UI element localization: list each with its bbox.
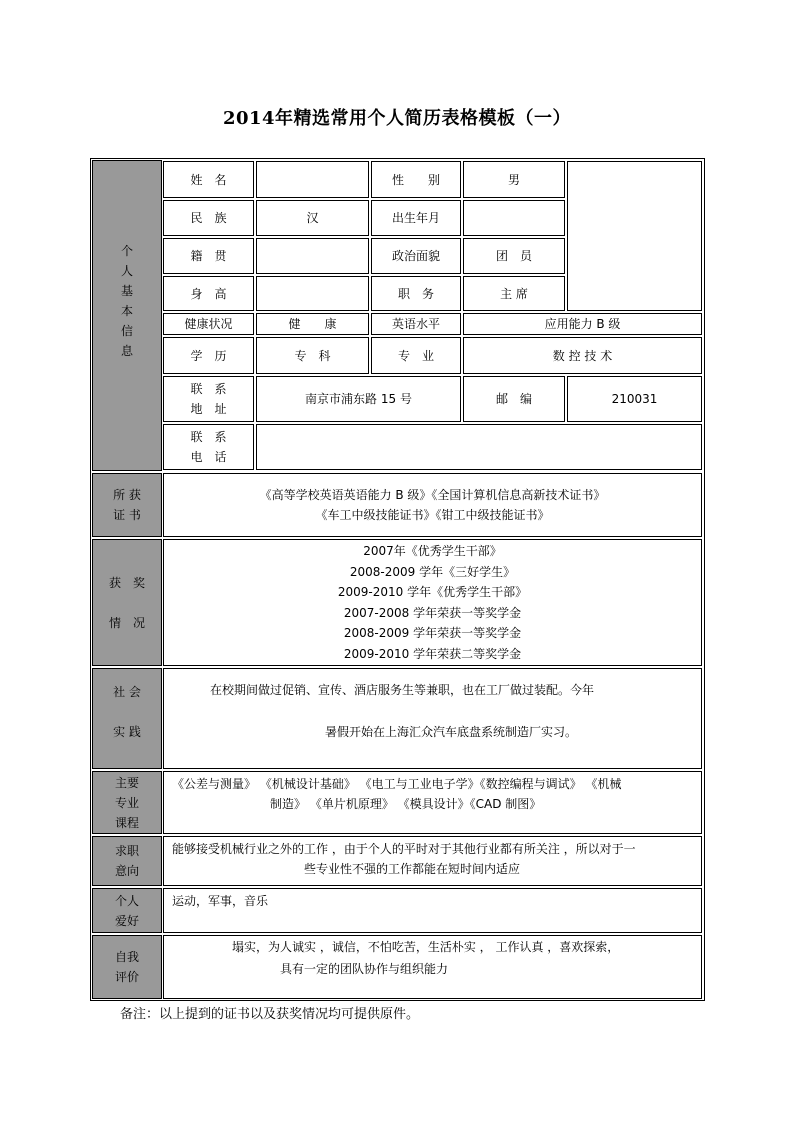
course-line: 制造》 《单片机原理》 《模具设计》《CAD 制图》: [270, 797, 542, 811]
courses-label-line: 专业: [114, 795, 139, 810]
major-value[interactable]: 数 控 技 术: [463, 337, 702, 374]
section-char: 基: [120, 283, 133, 298]
award-line: 2008-2009 学年荣获一等奖学金: [343, 626, 522, 640]
section-char: 息: [120, 343, 133, 358]
native-place-label: 籍 贯: [163, 238, 254, 274]
section-char: 信: [120, 323, 133, 338]
birth-value[interactable]: [463, 200, 565, 236]
intention-content: [163, 836, 702, 886]
awards-label: [92, 539, 162, 666]
awards-content: [163, 539, 702, 666]
ethnicity-label: 民 族: [163, 200, 254, 236]
award-line: 2009-2010 学年荣获二等奖学金: [343, 646, 522, 661]
award-line: 2007-2008 学年荣获一等奖学金: [343, 605, 522, 620]
courses-label-line: 课程: [114, 815, 139, 830]
award-line: 2007年《优秀学生干部》: [363, 544, 502, 558]
self-eval-label-line: 评价: [114, 970, 139, 984]
footnote: 备注：以上提到的证书以及获奖情况均可提供原件。: [120, 1007, 420, 1022]
courses-label-line: 主要: [114, 775, 139, 790]
courses-label: [92, 771, 162, 834]
section-char: 个: [120, 243, 133, 258]
ethnicity-value[interactable]: 汉: [256, 200, 369, 236]
education-value[interactable]: 专 科: [256, 337, 369, 374]
practice-label-line: 社 会: [113, 684, 141, 699]
intention-label-line: 求职: [114, 844, 139, 858]
award-line: 2008-2009 学年《三好学生》: [349, 564, 516, 579]
address-value[interactable]: 南京市浦东路 15 号: [256, 376, 461, 422]
name-label: 姓 名: [163, 161, 254, 198]
english-level-value[interactable]: 应用能力 B 级: [463, 313, 702, 335]
health-value[interactable]: 健 康: [256, 313, 369, 335]
self-eval-content: [163, 935, 702, 999]
address-label-line: 联 系: [190, 382, 227, 396]
english-level-label: 英语水平: [371, 313, 461, 335]
height-label: 身 高: [163, 276, 254, 311]
practice-label: [92, 668, 162, 769]
photo-box: [567, 161, 702, 311]
name-value[interactable]: [256, 161, 369, 198]
practice-line: 在校期间做过促销、宣传、酒店服务生等兼职，也在工厂做过装配。今年: [210, 683, 595, 697]
hobbies-content: 运动，军事，音乐: [163, 888, 702, 933]
hobbies-label-line: 个人: [114, 893, 139, 908]
certificates-label-line: 证 书: [113, 508, 141, 522]
political-status-value[interactable]: 团 员: [463, 238, 565, 274]
native-place-value[interactable]: [256, 238, 369, 274]
gender-label: 性 别: [371, 161, 461, 198]
postcode-value[interactable]: 210031: [567, 376, 702, 422]
phone-value[interactable]: [256, 424, 702, 470]
phone-label-line: 电 话: [190, 450, 227, 464]
intention-line: 些专业性不强的工作都能在短时间内适应: [304, 862, 521, 876]
self-eval-line: 塌实，为人诚实 ，诚信，不怕吃苦，生活朴实 ， 工作认真 ，喜欢探索，: [232, 940, 620, 954]
practice-line: 暑假开始在上海汇众汽车底盘系统制造厂实习。: [325, 725, 578, 739]
postcode-label: 邮 编: [463, 376, 565, 422]
basic-info-section-label: [92, 160, 162, 471]
certificate-line: 《高等学校英语英语能力 B 级》《全国计算机信息高新技术证书》: [259, 488, 606, 502]
phone-label-line: 联 系: [190, 430, 227, 444]
intention-label: [92, 836, 162, 886]
address-label-line: 地 址: [190, 402, 227, 416]
practice-label-line: 实 践: [113, 724, 141, 739]
health-label: 健康状况: [163, 313, 254, 335]
major-label: 专 业: [371, 337, 461, 374]
certificates-content: [163, 473, 702, 537]
hobbies-label: [92, 888, 162, 933]
education-label: 学 历: [163, 337, 254, 374]
phone-label: [163, 424, 254, 470]
awards-label-line: 获 奖: [108, 575, 145, 590]
courses-content: [163, 771, 702, 834]
award-line: 2009-2010 学年《优秀学生干部》: [337, 585, 528, 599]
gender-value[interactable]: 男: [463, 161, 565, 198]
birth-label: 出生年月: [371, 200, 461, 236]
height-value[interactable]: [256, 276, 369, 311]
self-eval-line: 具有一定的团队协作与组织能力: [280, 962, 449, 976]
political-status-label: 政治面貌: [371, 238, 461, 274]
section-char: 人: [120, 263, 133, 278]
intention-line: 能够接受机械行业之外的工作 ，由于个人的平时对于其他行业都有所关注 ，所以对于一: [172, 842, 636, 856]
intention-label-line: 意向: [114, 864, 139, 878]
self-eval-label-line: 自我: [114, 950, 139, 964]
position-label: 职 务: [371, 276, 461, 311]
practice-content: [163, 668, 702, 769]
self-eval-label: [92, 935, 162, 999]
certificate-line: 《车工中级技能证书》《钳工中级技能证书》: [315, 508, 550, 522]
course-line: 《公差与测量》 《机械设计基础》 《电工与工业电子学》《数控编程与调试》 《机械: [172, 777, 622, 791]
hobbies-label-line: 爱好: [114, 913, 139, 928]
awards-label-line: 情 况: [108, 615, 145, 630]
position-value[interactable]: 主 席: [463, 276, 565, 311]
certificates-label-line: 所 获: [113, 488, 141, 502]
certificates-label: [92, 473, 162, 537]
section-char: 本: [120, 303, 133, 318]
page-title: 2014年精选常用个人简历表格模板（一）: [222, 108, 572, 129]
address-label: [163, 376, 254, 422]
